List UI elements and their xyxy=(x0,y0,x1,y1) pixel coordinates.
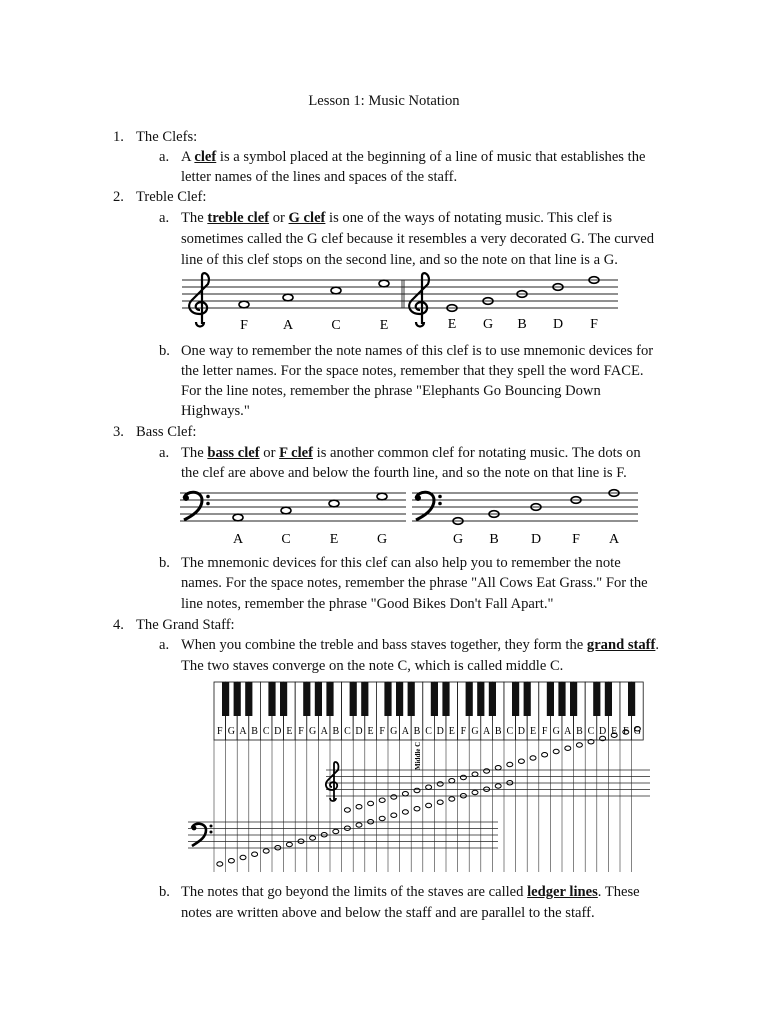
section-3a-line-2: the clef are above and below the fourth line, and so the note on that line is F. xyxy=(181,465,627,481)
note-head xyxy=(576,743,582,747)
section-3-number: 3. xyxy=(113,424,124,440)
piano-key-label: C xyxy=(262,726,270,737)
black-key xyxy=(350,682,357,716)
note-head xyxy=(391,795,397,799)
note-head xyxy=(402,792,408,796)
label-e: E xyxy=(329,532,339,547)
label-d-line: D xyxy=(530,532,542,547)
section-1-heading: The Clefs: xyxy=(136,129,198,145)
note-e-space xyxy=(379,280,389,287)
note-head xyxy=(542,753,548,757)
note-g-space xyxy=(377,493,387,500)
label-b-line: B xyxy=(489,532,499,547)
piano-key-label: C xyxy=(506,726,514,737)
black-key xyxy=(303,682,310,716)
section-2b-label: b. xyxy=(159,343,170,359)
section-2-number: 2. xyxy=(113,189,124,205)
section-2a-line-2: sometimes called the G clef because it resembles a very decorated G. The curved xyxy=(181,231,655,247)
label-a-line: A xyxy=(608,532,620,547)
treble-clef-icon-2 xyxy=(409,273,429,326)
piano-key-label: F xyxy=(217,726,223,737)
piano-key-label: E xyxy=(286,726,293,737)
label-c: C xyxy=(331,318,341,333)
black-key xyxy=(222,682,229,716)
black-key xyxy=(361,682,368,716)
piano-key-label: F xyxy=(623,726,629,737)
piano-key-label: G xyxy=(633,726,642,737)
black-key xyxy=(268,682,275,716)
note-head xyxy=(507,762,513,766)
note-head xyxy=(217,862,223,866)
section-4b-line-1: The notes that go beyond the limits of the staves are called ledger lines. These xyxy=(181,884,640,900)
black-key xyxy=(315,682,322,716)
piano-key-label: C xyxy=(344,726,351,737)
piano-key-label: F xyxy=(460,726,467,737)
black-key xyxy=(628,682,635,716)
black-key xyxy=(326,682,333,716)
note-e-space xyxy=(329,500,339,507)
section-2a-label: a. xyxy=(159,210,170,226)
piano-key-label: A xyxy=(401,726,410,737)
piano-key-label: C xyxy=(425,726,432,737)
note-head xyxy=(460,775,466,779)
grand-staff-figure xyxy=(188,680,650,876)
piano-key-label: G xyxy=(390,726,398,737)
section-3b-line-1: The mnemonic devices for this clef can also help you to remember the note xyxy=(181,555,621,571)
piano-key-label: F xyxy=(379,726,385,737)
bass-clef-icon xyxy=(183,492,210,520)
note-head xyxy=(391,813,397,817)
black-key xyxy=(512,682,519,716)
note-head xyxy=(495,784,501,788)
note-head xyxy=(228,859,234,863)
note-head xyxy=(437,782,443,786)
piano-key-label: A xyxy=(320,726,328,737)
section-3b-line-3: line notes, remember the phrase "Good Bikes Don't Fall Apart." xyxy=(181,596,554,612)
piano-key-label: A xyxy=(564,726,572,737)
section-4-number: 4. xyxy=(113,617,124,633)
piano-key-label: D xyxy=(598,726,607,737)
label-f-line: F xyxy=(590,317,598,332)
piano-key-label: D xyxy=(436,726,444,737)
note-head xyxy=(495,766,501,770)
black-key xyxy=(442,682,449,716)
section-1a-label: a. xyxy=(159,149,170,165)
piano-key-label: A xyxy=(482,726,491,737)
bass-clef-icon-2 xyxy=(415,492,442,520)
note-head xyxy=(484,769,490,773)
piano-key-label: B xyxy=(332,726,340,737)
label-g: G xyxy=(376,532,388,547)
page-title: Lesson 1: Music Notation xyxy=(308,93,460,109)
note-head xyxy=(310,836,316,840)
piano-key-label: F xyxy=(541,726,548,737)
piano-key-label: D xyxy=(355,726,363,737)
section-3-heading: Bass Clef: xyxy=(136,424,197,440)
black-key xyxy=(396,682,403,716)
piano-key-label: B xyxy=(494,726,502,737)
section-3a-label: a. xyxy=(159,445,170,461)
note-head xyxy=(414,807,420,811)
note-a-space xyxy=(233,514,243,521)
piano-keyboard xyxy=(214,682,643,872)
note-head xyxy=(344,808,350,812)
note-head xyxy=(263,849,269,853)
label-e-line: E xyxy=(447,317,457,332)
note-head xyxy=(565,746,571,750)
section-1a-line-1: A clef is a symbol placed at the beginning of a line of music that establishes the xyxy=(181,149,646,165)
note-head xyxy=(379,798,385,802)
note-c-space xyxy=(281,507,291,514)
note-head xyxy=(426,785,432,789)
note-head xyxy=(379,816,385,820)
piano-key-label: E xyxy=(529,726,537,737)
note-head xyxy=(530,756,536,760)
note-head xyxy=(426,803,432,807)
note-head xyxy=(356,823,362,827)
black-key xyxy=(570,682,577,716)
black-key xyxy=(280,682,287,716)
term-bass-clef: bass clef xyxy=(207,445,260,461)
section-1-number: 1. xyxy=(113,129,124,145)
label-f: F xyxy=(240,318,248,333)
piano-key-label: C xyxy=(587,726,595,737)
note-a-space xyxy=(283,294,293,301)
treble-clef-icon xyxy=(326,762,338,801)
note-head xyxy=(472,772,478,776)
section-2b-line-4: Highways." xyxy=(181,403,250,419)
section-3b-label: b. xyxy=(159,555,170,571)
treble-clef-figure xyxy=(182,272,618,334)
black-key xyxy=(605,682,612,716)
piano-key-label: G xyxy=(552,726,560,737)
note-head xyxy=(356,805,362,809)
label-a: A xyxy=(232,532,244,547)
note-head xyxy=(333,829,339,833)
piano-key-label: E xyxy=(367,726,374,737)
term-f-clef: F clef xyxy=(279,445,313,461)
section-4b-label: b. xyxy=(159,884,170,900)
label-g-line: G xyxy=(452,532,464,547)
section-2b-line-2: the letter names. For the space notes, remember that they spell the word FACE. xyxy=(181,363,644,379)
label-b-line: B xyxy=(517,317,527,332)
black-key xyxy=(234,682,241,716)
section-4a-label: a. xyxy=(159,637,170,653)
piano-key-label: E xyxy=(611,726,618,737)
term-grand-staff: grand staff xyxy=(586,637,656,653)
note-head xyxy=(449,779,455,783)
label-g-line: G xyxy=(482,317,494,332)
term-treble-clef: treble clef xyxy=(207,210,270,226)
piano-key-label: G xyxy=(308,726,317,737)
section-3b-line-2: names. For the space notes, remember the phrase "All Cows Eat Grass." For the xyxy=(181,575,648,591)
note-head xyxy=(553,749,559,753)
black-key xyxy=(384,682,391,716)
piano-key-label: G xyxy=(227,726,236,737)
piano-key-label: D xyxy=(274,726,282,737)
term-clef: clef xyxy=(194,149,217,165)
section-2a-line-1: The treble clef or G clef is one of the ways of notating music. This clef is xyxy=(181,210,613,226)
black-key xyxy=(477,682,484,716)
piano-key-label: B xyxy=(576,726,583,737)
black-key xyxy=(466,682,473,716)
black-key xyxy=(524,682,531,716)
black-key xyxy=(245,682,252,716)
section-2a-line-3: line of this clef stops on the second line, and so the note on that line is a G. xyxy=(181,252,618,268)
bass-clef-figure xyxy=(180,486,638,548)
label-a: A xyxy=(282,318,294,333)
treble-clef-icon xyxy=(189,273,209,326)
note-c-space xyxy=(331,287,341,294)
black-key xyxy=(593,682,600,716)
section-3a-line-1: The bass clef or F clef is another common clef for notating music. The dots on xyxy=(181,445,641,461)
black-key xyxy=(547,682,554,716)
piano-key-label: B xyxy=(251,726,258,737)
note-head xyxy=(368,801,374,805)
black-key xyxy=(558,682,565,716)
piano-key-label: B xyxy=(413,726,421,737)
note-head xyxy=(240,855,246,859)
note-head xyxy=(286,842,292,846)
note-head xyxy=(252,852,258,856)
piano-key-label: E xyxy=(448,726,455,737)
piano-key-label: D xyxy=(517,726,526,737)
label-c: C xyxy=(281,532,291,547)
label-d-line: D xyxy=(552,317,564,332)
note-head xyxy=(518,759,524,763)
black-key xyxy=(489,682,496,716)
section-2-heading: Treble Clef: xyxy=(136,189,207,205)
note-head xyxy=(414,788,420,792)
section-4a-line-2: The two staves converge on the note C, which is called middle C. xyxy=(181,658,564,674)
note-head xyxy=(437,800,443,804)
black-key xyxy=(408,682,415,716)
section-1a-line-2: letter names of the lines and spaces of the staff. xyxy=(181,169,458,185)
label-f-line: F xyxy=(572,532,580,547)
note-f-space xyxy=(239,301,249,308)
section-4b-line-2: notes are written above and below the staff and are parallel to the staff. xyxy=(181,905,595,921)
note-head xyxy=(402,810,408,814)
term-g-clef: G clef xyxy=(288,210,326,226)
label-e: E xyxy=(379,318,389,333)
section-2b-line-1: One way to remember the note names of this clef is to use mnemonic devices for xyxy=(181,343,654,359)
middle-c-label: Middle C xyxy=(414,741,422,770)
note-head xyxy=(472,790,478,794)
piano-key-label: G xyxy=(471,726,479,737)
term-ledger-lines: ledger lines xyxy=(527,884,598,900)
black-key xyxy=(431,682,438,716)
piano-key-label: F xyxy=(298,726,304,737)
section-4a-line-1: When you combine the treble and bass staves together, they form the grand staff. xyxy=(181,637,660,653)
section-2b-line-3: For the line notes, remember the phrase "Elephants Go Bouncing Down xyxy=(181,383,601,399)
section-4-heading: The Grand Staff: xyxy=(136,617,235,633)
note-head xyxy=(449,797,455,801)
piano-key-label: A xyxy=(239,726,247,737)
